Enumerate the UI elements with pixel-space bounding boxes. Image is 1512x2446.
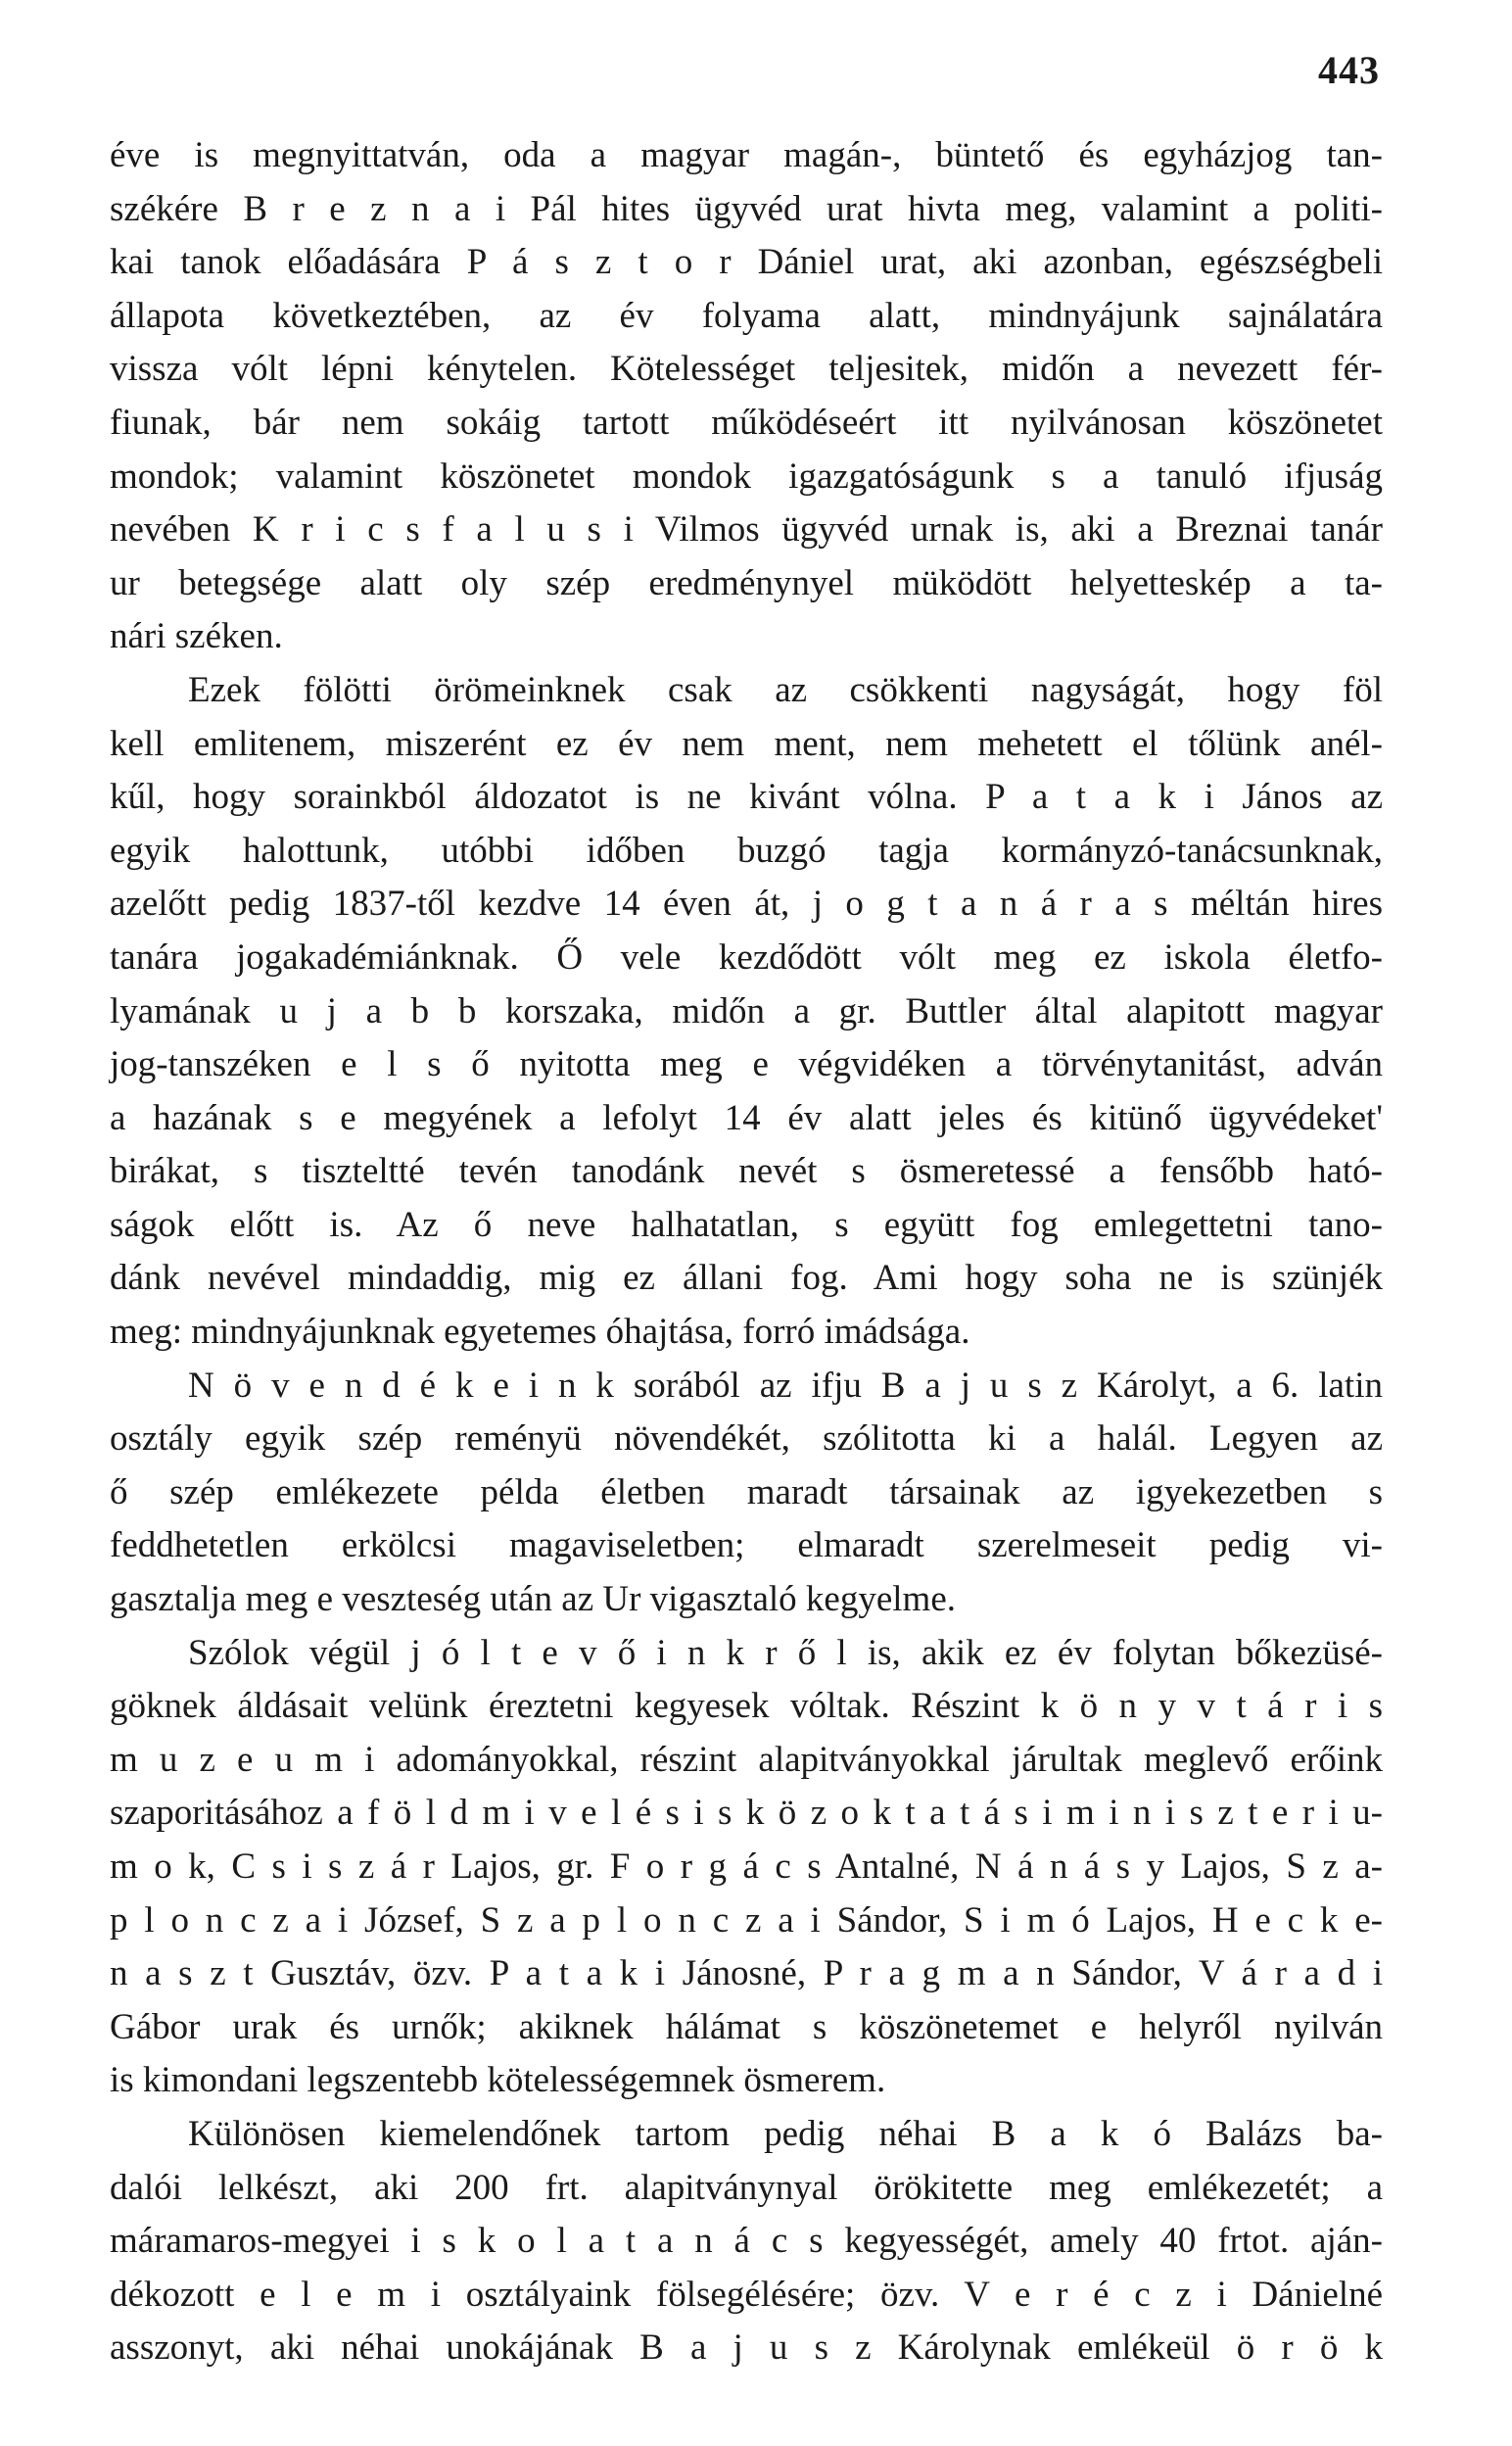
text-line: gasztalja meg e veszteség után az Ur vigasztaló kegyelme.: [110, 1579, 956, 1620]
text-line: máramaros-megyei i s k o l a t a n á c s kegyességét, amely 40 frtot. aján-: [110, 2221, 1383, 2262]
text-line: mondok; valamint köszönetet mondok igazgatóságunk s a tanuló ifjuság: [110, 456, 1383, 497]
text-line: m u z e u m i adományokkal, részint alapitványokkal járultak meglevő erőink: [110, 1739, 1383, 1780]
text-line: is kimondani legszentebb kötelességemnek ösmerem.: [110, 2060, 886, 2101]
text-line: kai tanok előadására P á s z t o r Dániel urat, aki azonban, egészségbeli: [110, 242, 1383, 283]
text-line: székére B r e z n a i Pál hites ügyvéd urat hivta meg, valamint a politi-: [110, 188, 1383, 229]
text-line: lyamának u j a b b korszaka, midőn a gr. Buttler által alapitott magyar: [110, 990, 1383, 1031]
text-line: szaporitásához a f ö l d m i v e l é s i s k ö z o k t a t á s i m i n i s z t e r i u-: [110, 1793, 1383, 1834]
text-line: göknek áldásait velünk éreztetni kegyesek vóltak. Részint k ö n y v t á r i s: [110, 1686, 1383, 1727]
text-line: asszonyt, aki néhai unokájának B a j u s z Károlynak emlékeül ö r ö k: [110, 2327, 1383, 2369]
text-line: Szólok végül j ó l t e v ő i n k r ő l is, akik ez év folytan bőkezüsé-: [188, 1632, 1383, 1673]
text-line: dánk nevével mindaddig, mig ez állani fog. Ami hogy soha ne is szünjék: [110, 1258, 1383, 1299]
text-line: nári széken.: [110, 616, 283, 657]
text-line: Különösen kiemelendőnek tartom pedig néhai B a k ó Balázs ba-: [188, 2113, 1383, 2154]
text-line: azelőtt pedig 1837-től kezdve 14 éven át, j o g t a n á r a s méltán hires: [110, 884, 1383, 925]
text-line: N ö v e n d é k e i n k sorából az ifju B a j u s z Károlyt, a 6. latin: [188, 1365, 1383, 1406]
text-line: Ezek fölötti örömeinknek csak az csökkenti nagyságát, hogy föl: [188, 669, 1383, 710]
text-line: ő szép emlékezete példa életben maradt társainak az igyekezetben s: [110, 1471, 1383, 1512]
text-line: feddhetetlen erkölcsi magaviseletben; elmaradt szerelmeseit pedig vi-: [110, 1525, 1383, 1566]
text-line: egyik halottunk, utóbbi időben buzgó tagja kormányzó-tanácsunknak,: [110, 830, 1383, 871]
page-number: 443: [1318, 48, 1380, 92]
text-line: éve is megnyittatván, oda a magyar magán-, büntető és egyházjog tan-: [110, 135, 1383, 175]
text-line: vissza vólt lépni kénytelen. Kötelességet teljesitek, midőn a nevezett fér-: [110, 349, 1383, 390]
text-line: p l o n c z a i József, S z a p l o n c z a i Sándor, S i m ó Lajos, H e c k e-: [110, 1899, 1383, 1941]
text-line: kell emlitenem, miszerént ez év nem ment, nem mehetett el tőlünk anél-: [110, 723, 1383, 764]
text-line: jog-tanszéken e l s ő nyitotta meg e végvidéken a törvénytanitást, adván: [110, 1044, 1383, 1085]
text-line: fiunak, bár nem sokáig tartott működéseért itt nyilvánosan köszönetet: [110, 402, 1383, 443]
body-text: [110, 129, 1383, 2375]
text-line: m o k, C s i s z á r Lajos, gr. F o r g á c s Antalné, N á n á s y Lajos, S z a-: [110, 1846, 1383, 1887]
text-line: állapota következtében, az év folyama alatt, mindnyájunk sajnálatára: [110, 295, 1383, 336]
text-line: ságok előtt is. Az ő neve halhatatlan, s együtt fog emlegettetni tano-: [110, 1204, 1383, 1245]
text-line: kűl, hogy sorainkból áldozatot is ne kivánt vólna. P a t a k i János az: [110, 777, 1383, 818]
text-line: birákat, s tiszteltté tevén tanodánk nevét s ösmeretessé a fensőbb ható-: [110, 1151, 1383, 1192]
text-line: nevében K r i c s f a l u s i Vilmos ügyvéd urnak is, aki a Breznai tanár: [110, 509, 1383, 551]
text-line: dalói lelkészt, aki 200 frt. alapitványnyal örökitette meg emlékezetét; a: [110, 2167, 1383, 2208]
text-line: tanára jogakadémiánknak. Ő vele kezdődött vólt meg ez iskola életfo-: [110, 936, 1383, 978]
text-line: dékozott e l e m i osztályaink fölsegélésére; özv. V e r é c z i Dánielné: [110, 2274, 1383, 2315]
text-line: meg: mindnyájunknak egyetemes óhajtása, forró imádsága.: [110, 1312, 970, 1353]
text-line: osztály egyik szép reményü növendékét, szólitotta ki a halál. Legyen az: [110, 1418, 1383, 1460]
text-line: ur betegsége alatt oly szép eredménynyel müködött helyetteskép a ta-: [110, 562, 1383, 603]
text-line: n a s z t Gusztáv, özv. P a t a k i Jánosné, P r a g m a n Sándor, V á r a d i: [110, 1953, 1383, 1994]
text-line: a hazának s e megyének a lefolyt 14 év alatt jeles és kitünő ügyvédeket': [110, 1097, 1383, 1138]
text-line: Gábor urak és urnők; akiknek hálámat s köszönetemet e helyről nyilván: [110, 2006, 1383, 2047]
